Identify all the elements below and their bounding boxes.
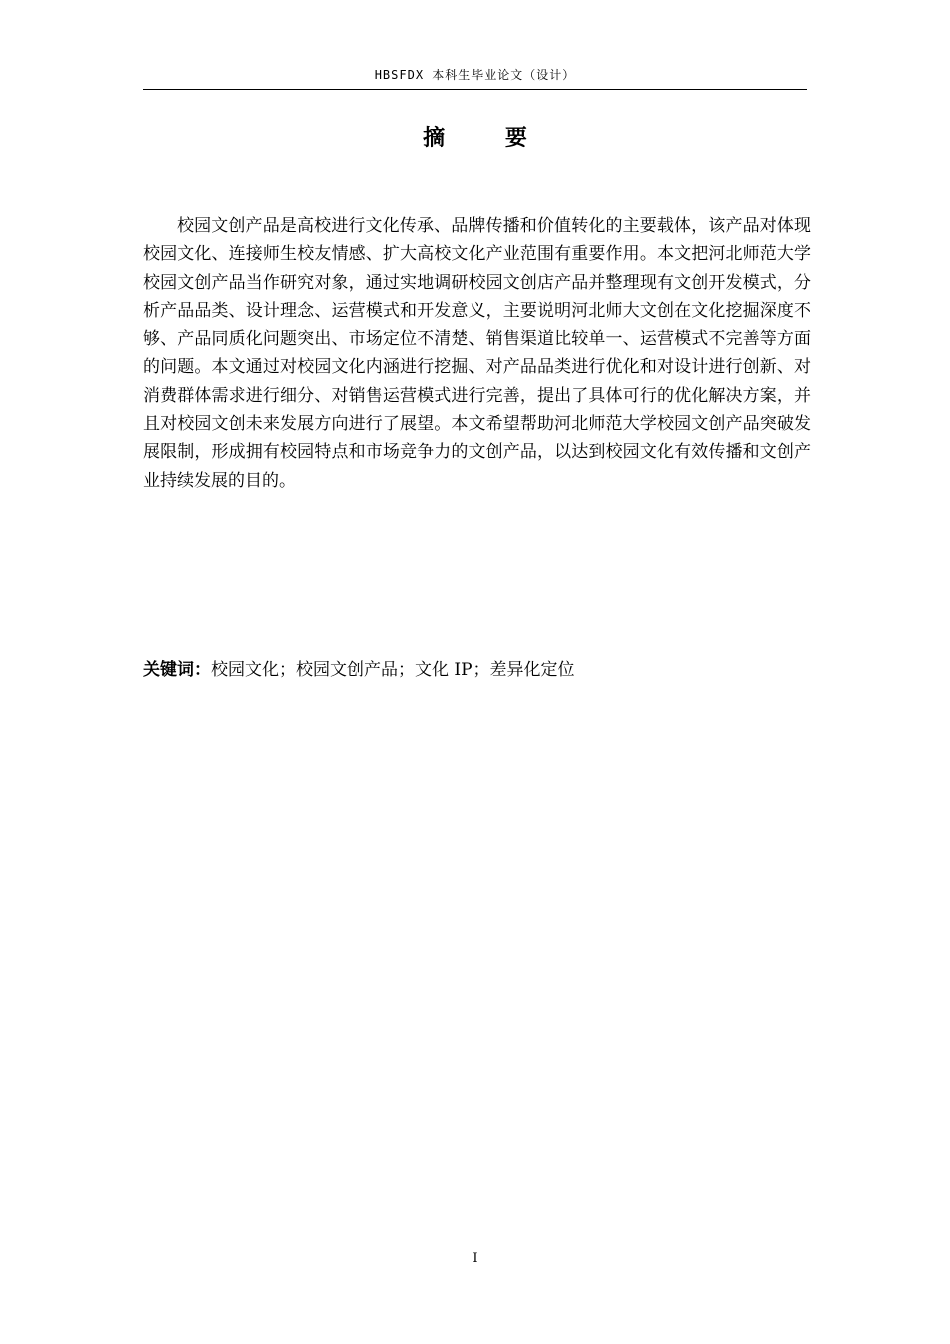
keywords-text: 校园文化；校园文创产品；文化 IP；差异化定位 (211, 660, 575, 680)
running-header: HBSFDX 本科生毕业论文（设计） (374, 68, 576, 82)
page-number: I (472, 1251, 478, 1266)
header-rule (143, 89, 807, 90)
keywords-line (143, 656, 807, 684)
abstract-title: 摘 要 (423, 126, 553, 151)
keywords-label: 关键词： (143, 660, 211, 680)
abstract-body: 校园文创产品是高校进行文化传承、品牌传播和价值转化的主要载体，该产品对体现校园文化、连接师生校友情感、扩大高校文化产业范围有重要作用。本文把河北师范大学校园文创产品当作研究对象，通过实地调研校园文创店产品并整理现有文创开发模式，分析产品品类、设计理念、运营模式和开发意义，主要说明河北师大文创在文化挖掘深度不够、产品同质化问题突出、市场定位不清楚、销售渠道比较单一、运营模式不完善等方面的问题。本文通过对校园文化内涵进行挖掘、对产品品类进行优化和对设计进行创新、对消费群体需求进行细分、对销售运营模式进行完善，提出了具体可行的优化解决方案，并且对校园文创未来发展方向进行了展望。本文希望帮助河北师范大学校园文创产品突破发展限制，形成拥有校园特点和市场竞争力的文创产品，以达到校园文化有效传播和文创产业持续发展的目的。 (143, 216, 811, 491)
